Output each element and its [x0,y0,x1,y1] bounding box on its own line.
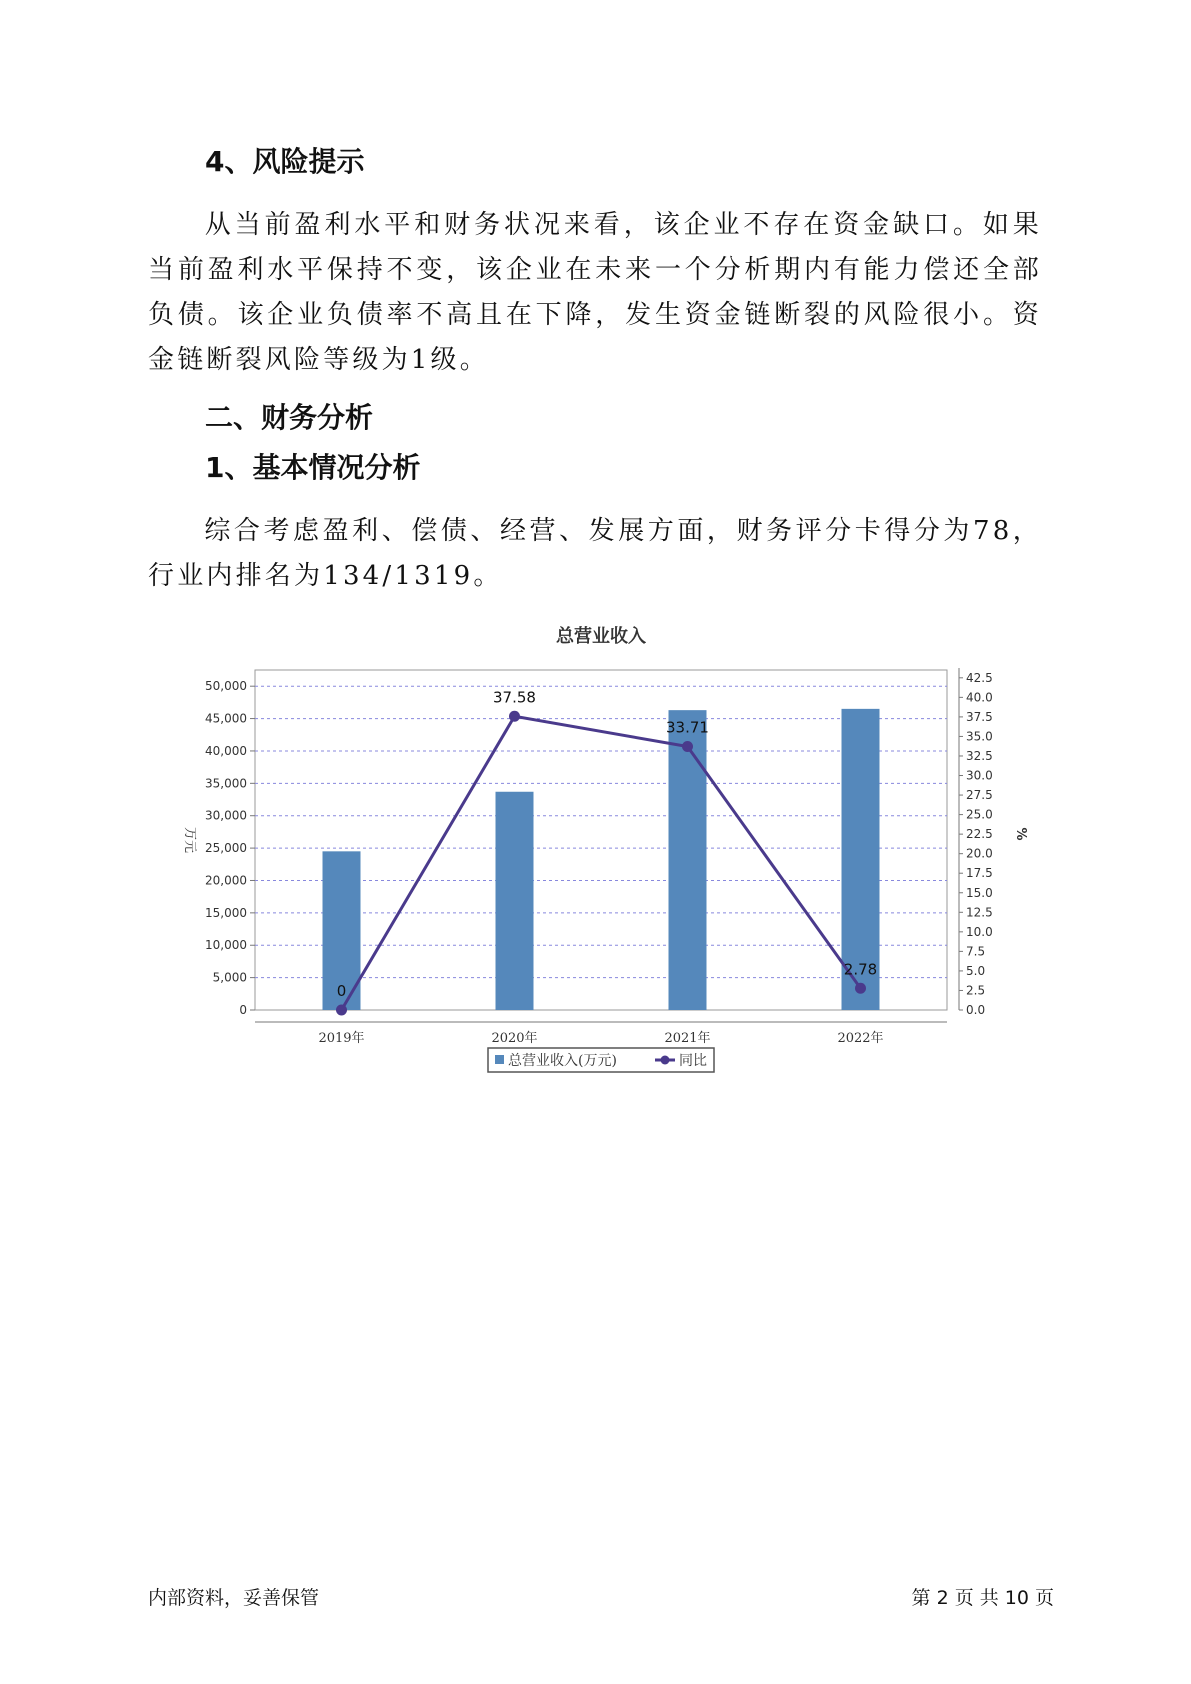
y2-tick-label: 27.5 [966,788,993,803]
y-tick-label: 35,000 [205,776,247,791]
y2-tick-label: 17.5 [966,866,993,881]
legend-bar-swatch [495,1055,504,1064]
y2-tick-label: 22.5 [966,827,993,842]
y-tick-label: 25,000 [205,841,247,856]
risk-heading: 4、风险提示 [205,145,365,178]
bar-revenue [669,710,707,1010]
y2-tick-label: 30.0 [966,768,993,783]
yoy-point [509,711,520,722]
y-tick-label: 45,000 [205,711,247,726]
y2-tick-label: 40.0 [966,690,993,705]
y2-tick-label: 7.5 [966,944,986,959]
y-tick-label: 50,000 [205,679,247,694]
chart-title: 总营业收入 [556,626,646,647]
y2-tick-label: 2.5 [966,983,986,998]
legend-line-label: 同比 [679,1053,707,1069]
y-tick-label: 10,000 [205,938,247,953]
yoy-data-label: 0 [336,982,347,1000]
legend-bar-label: 总营业收入(万元) [508,1053,617,1069]
risk-paragraph-text: 从当前盈利水平和财务状况来看，该企业不存在资金缺口。如果当前盈利水平保持不变，该企业在未来一个分析期内有能力偿还全部负债。该企业负债率不高且在下降，发生资金链断裂的风险很小。资金链断裂风险等级为1级。 [148,210,1042,375]
y2-tick-label: 5.0 [966,963,986,978]
yoy-data-label: 2.78 [843,960,878,979]
x-tick-label: 2022年 [837,1031,884,1046]
legend-line-marker [661,1056,670,1065]
yoy-data-label: 37.58 [493,688,536,707]
yoy-point [336,1005,347,1016]
y-tick-label: 5,000 [212,970,247,985]
y2-axis-label: % [1013,827,1028,841]
yoy-data-label: 33.71 [666,718,709,737]
finance-heading: 二、财务分析 [205,401,374,434]
basic-heading: 1、基本情况分析 [205,451,421,484]
x-tick-label: 2021年 [664,1031,711,1046]
y2-tick-label: 25.0 [966,807,993,822]
yoy-point [855,983,866,994]
y2-tick-label: 0.0 [966,1003,986,1017]
y2-tick-label: 10.0 [966,924,993,939]
y2-tick-label: 20.0 [966,846,993,861]
x-tick-label: 2019年 [318,1031,365,1046]
x-tick-label: 2020年 [491,1031,538,1046]
y-tick-label: 20,000 [205,873,247,888]
y2-tick-label: 32.5 [966,748,993,763]
basic-paragraph-text: 综合考虑盈利、偿债、经营、发展方面，财务评分卡得分为78，行业内排名为134/1319。 [148,516,1042,591]
y-axis-label: 万元 [182,826,197,854]
y-tick-label: 15,000 [205,905,247,920]
revenue-chart [160,620,1040,1080]
basic-paragraph [148,509,1042,599]
bar-revenue [496,792,534,1010]
footer-confidential: 内部资料，妥善保管 [148,1587,320,1609]
risk-paragraph [148,203,1042,383]
y-tick-label: 30,000 [205,808,247,823]
y-tick-label: 0 [239,1003,247,1017]
y2-tick-label: 37.5 [966,709,993,724]
y2-tick-label: 15.0 [966,885,993,900]
y2-tick-label: 42.5 [966,670,993,685]
footer-page-number: 第 2 页 共 10 页 [911,1587,1054,1609]
y-tick-label: 40,000 [205,743,247,758]
y2-tick-label: 35.0 [966,729,993,744]
yoy-point [682,741,693,752]
y2-tick-label: 12.5 [966,905,993,920]
